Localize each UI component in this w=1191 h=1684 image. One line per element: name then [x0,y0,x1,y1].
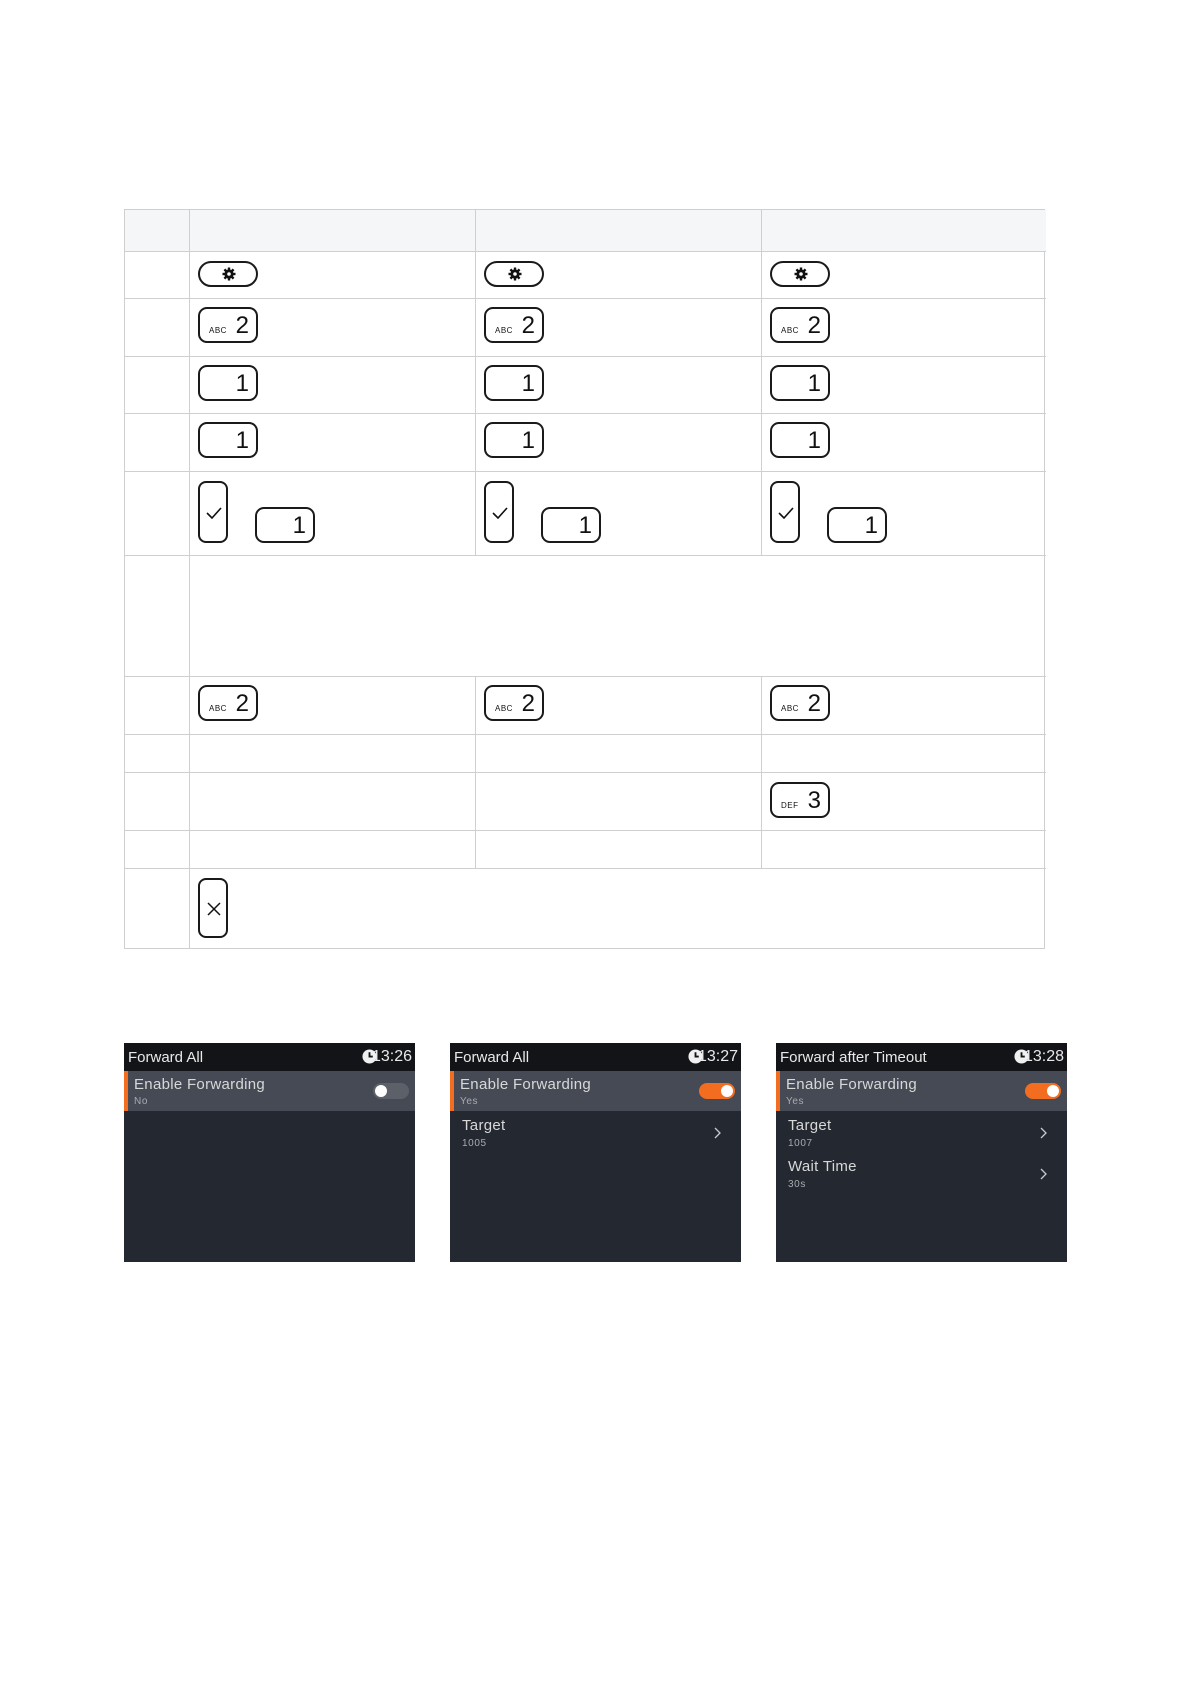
key-digit: 2 [235,690,249,717]
key-letters: DEF [781,801,799,810]
table-cell [476,472,762,556]
softkey-ok [484,481,514,543]
status-bar [776,1043,1067,1071]
screen-title: Forward All [128,1049,204,1066]
menu-item-label: Target [788,1117,832,1134]
chevron-right-icon [1038,1167,1048,1181]
table-cell [476,831,762,869]
table-cell [190,414,476,472]
key-digit: 3 [807,787,821,814]
table-cell [125,252,190,299]
key-1 [770,365,830,401]
gear-icon [222,267,236,281]
softkey-ok [770,481,800,543]
toggle-switch-off[interactable] [373,1083,409,1099]
procedure-table [124,209,1045,949]
key-digit: 1 [807,370,821,397]
menu-item-value: No [134,1096,148,1107]
menu-item-value: 1007 [788,1138,813,1149]
table-cell [762,773,1046,831]
phone-screen-forward-all-on [450,1043,741,1262]
key-digit: 1 [292,512,306,539]
table-cell [125,773,190,831]
menu-item-value: 30s [788,1179,806,1190]
table-cell [190,831,476,869]
key-letters: ABC [209,326,227,335]
key-letters: ABC [781,326,799,335]
table-cell [125,414,190,472]
key-letters: ABC [495,326,513,335]
key-2-abc [770,685,830,721]
screen-title: Forward after Timeout [780,1049,927,1066]
key-digit: 2 [235,312,249,339]
table-cell [190,472,476,556]
table-cell [190,677,476,735]
clock-time: 13:28 [1023,1048,1064,1065]
key-letters: ABC [495,704,513,713]
softkey-ok [198,481,228,543]
key-digit: 2 [521,690,535,717]
menu-item-label: Wait Time [788,1158,857,1175]
table-cell [762,735,1046,773]
key-letters: ABC [781,704,799,713]
table-cell [476,735,762,773]
gear-icon [794,267,808,281]
key-2-abc [770,307,830,343]
key-1 [198,422,258,458]
table-merged-cell [190,556,1046,677]
key-1 [484,422,544,458]
table-header-cell [190,210,476,252]
key-2-abc [484,685,544,721]
key-digit: 2 [807,690,821,717]
table-cell [125,357,190,414]
key-digit: 1 [235,427,249,454]
table-cell [762,831,1046,869]
menu-item-enable-forwarding[interactable] [450,1071,741,1111]
table-cell [190,252,476,299]
close-icon [207,902,221,916]
table-cell [190,299,476,357]
table-cell [190,735,476,773]
clock-time: 13:26 [371,1048,412,1065]
table-header-cell [476,210,762,252]
key-2-abc [198,685,258,721]
table-cell [476,299,762,357]
key-3-def [770,782,830,818]
table-cell [762,357,1046,414]
menu-item-label: Enable Forwarding [786,1076,918,1093]
gear-icon [508,267,522,281]
key-digit: 2 [807,312,821,339]
key-1 [827,507,887,543]
key-digit: 1 [578,512,592,539]
table-cell [476,773,762,831]
status-bar [450,1043,741,1071]
menu-item-label: Enable Forwarding [460,1076,592,1093]
table-cell [190,773,476,831]
table-cell [190,357,476,414]
table-cell [476,252,762,299]
menu-item-enable-forwarding[interactable] [776,1071,1067,1111]
key-1 [198,365,258,401]
table-cell [125,735,190,773]
checkmark-icon [492,507,508,519]
clock-time: 13:27 [697,1048,738,1065]
table-cell [762,677,1046,735]
key-1 [541,507,601,543]
table-cell [125,831,190,869]
key-2-abc [484,307,544,343]
menu-item-label: Enable Forwarding [134,1076,266,1093]
checkmark-icon [778,507,794,519]
table-header-cell [762,210,1046,252]
table-cell [762,414,1046,472]
table-cell [476,414,762,472]
key-digit: 1 [864,512,878,539]
key-1 [255,507,315,543]
key-digit: 1 [521,370,535,397]
table-cell [125,299,190,357]
table-cell [125,677,190,735]
key-digit: 2 [521,312,535,339]
softkey-cancel [198,878,228,938]
menu-item-value: Yes [460,1096,479,1107]
key-digit: 1 [521,427,535,454]
phone-screen-forward-after-timeout [776,1043,1067,1262]
status-bar [124,1043,415,1071]
chevron-right-icon [1038,1126,1048,1140]
menu-item-value: 1005 [462,1138,487,1149]
table-header-cell [125,210,190,252]
table-cell [125,556,190,677]
menu-item-label: Target [462,1117,506,1134]
table-cell [762,252,1046,299]
table-cell [762,472,1046,556]
table-cell [125,869,190,948]
key-letters: ABC [209,704,227,713]
key-2-abc [198,307,258,343]
table-cell [476,357,762,414]
table-cell [125,472,190,556]
key-digit: 1 [807,427,821,454]
menu-item-value: Yes [786,1096,805,1107]
table-cell [476,677,762,735]
settings-key [484,261,544,287]
key-digit: 1 [235,370,249,397]
table-merged-cell [190,869,1046,948]
phone-screen-forward-all-off [124,1043,415,1262]
toggle-switch-on[interactable] [699,1083,735,1099]
toggle-switch-on[interactable] [1025,1083,1061,1099]
chevron-right-icon [712,1126,722,1140]
menu-item-enable-forwarding[interactable] [124,1071,415,1111]
table-cell [762,299,1046,357]
screen-title: Forward All [454,1049,530,1066]
settings-key [770,261,830,287]
checkmark-icon [206,507,222,519]
settings-key [198,261,258,287]
key-1 [484,365,544,401]
key-1 [770,422,830,458]
